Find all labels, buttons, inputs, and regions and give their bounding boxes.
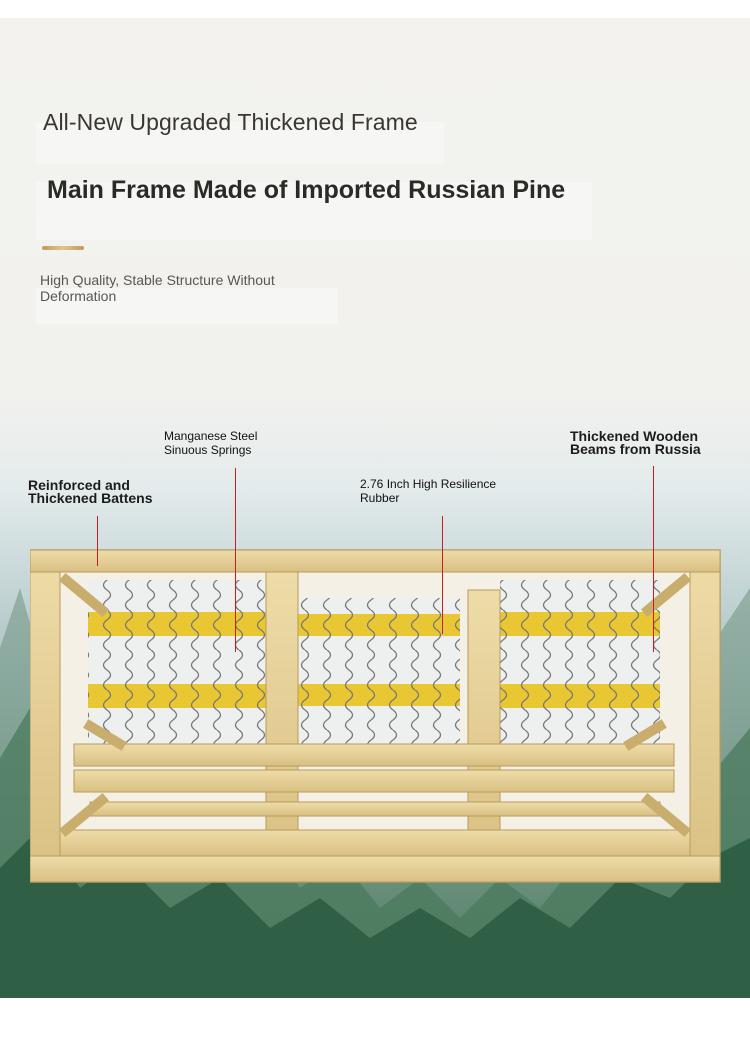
callout-rubber: 2.76 Inch High Resilience Rubber: [360, 477, 497, 505]
callout-beams: Thickened Wooden Beams from Russia: [570, 428, 701, 457]
leader-rubber: [442, 516, 443, 634]
leader-battens: [97, 516, 98, 566]
leader-springs: [235, 468, 236, 652]
leader-beams: [653, 466, 654, 652]
seat-right: [500, 580, 660, 745]
callout-battens: Reinforced and Thickened Battens: [28, 477, 153, 506]
seat-middle: [296, 598, 460, 748]
sofa-frame-illustration: [30, 530, 722, 884]
page-headline: Main Frame Made of Imported Russian Pine: [47, 176, 566, 204]
callout-springs: Manganese Steel Sinuous Springs: [164, 429, 258, 457]
accent-divider: [42, 246, 84, 250]
seat-left: [88, 580, 268, 745]
page-title: All-New Upgraded Thickened Frame: [43, 109, 418, 135]
page-subtitle: High Quality, Stable Structure Without Deformation: [40, 272, 275, 304]
